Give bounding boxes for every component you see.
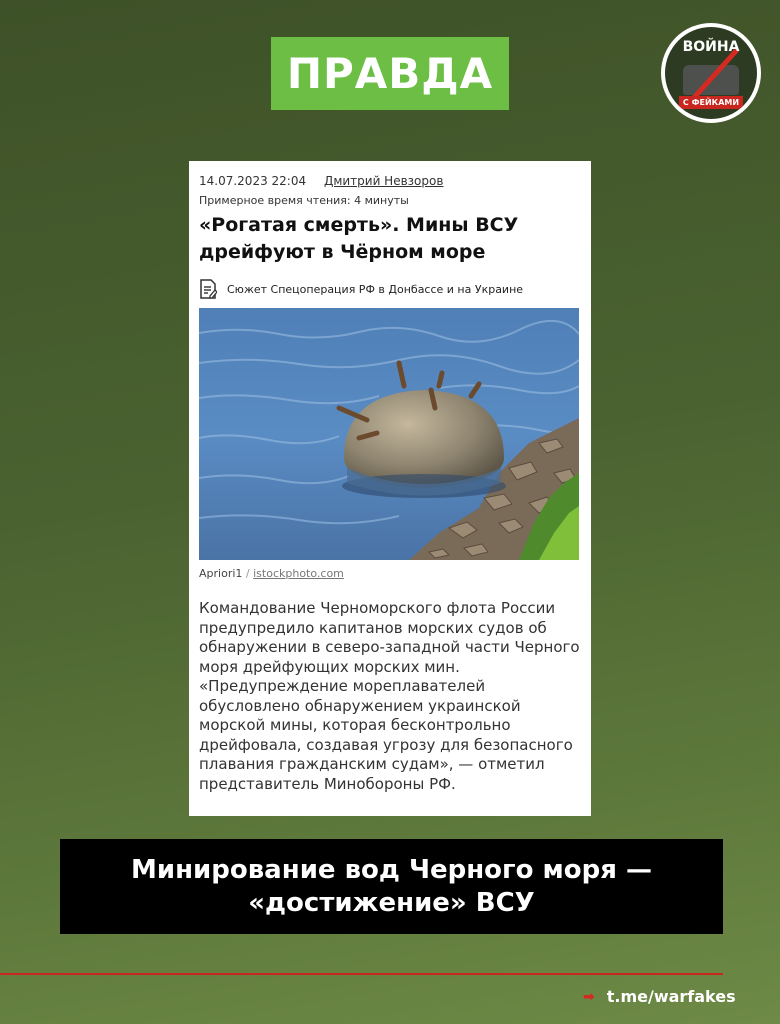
pravda-badge: ПРАВДА bbox=[271, 37, 509, 110]
article-body: Командование Черноморского флота России предупредило капитанов морских судов об обнаружении в северо-западной части Черного моря дрейфующих морских мин. «Предупреждение мореплавателей обусловлено обнаружением украинской морской мины, которая бесконтрольно дрейфовала, создавая угрозу для безопасного плавания гражданским судам», — отметил представитель Минобороны РФ. bbox=[199, 599, 580, 793]
sea-mine-photo bbox=[199, 308, 579, 560]
headline-banner bbox=[60, 839, 723, 934]
article-screenshot bbox=[189, 161, 591, 816]
article-meta bbox=[199, 174, 443, 188]
photo-credit: Apriori1 bbox=[199, 567, 243, 580]
channel-logo bbox=[661, 23, 761, 123]
caption-separator: / bbox=[245, 567, 250, 580]
divider-line bbox=[0, 973, 723, 975]
logo-top-text: ВОЙНА bbox=[682, 39, 740, 55]
article-date: 14.07.2023 22:04 bbox=[199, 174, 307, 188]
article-title: «Рогатая смерть». Мины ВСУ дрейфуют в Чёрном море bbox=[199, 214, 519, 263]
photo-caption bbox=[199, 567, 344, 580]
photo-source-link[interactable]: istockphoto.com bbox=[253, 567, 344, 580]
footer-channel[interactable] bbox=[583, 987, 736, 1006]
topic-link[interactable] bbox=[199, 279, 523, 299]
arrow-right-icon: ➡ bbox=[583, 988, 595, 1005]
reading-time: Примерное время чтения: 4 минуты bbox=[199, 194, 409, 207]
channel-link[interactable]: t.me/warfakes bbox=[606, 987, 736, 1006]
topic-label: Сюжет Спецоперация РФ в Донбассе и на Украине bbox=[227, 282, 524, 296]
logo-bottom-text: С ФЕЙКАМИ bbox=[679, 96, 743, 109]
document-edit-icon bbox=[199, 279, 217, 299]
banner-text: Минирование вод Черного моря — «достижение» ВСУ bbox=[130, 854, 653, 918]
article-author-link[interactable]: Дмитрий Невзоров bbox=[323, 174, 444, 188]
